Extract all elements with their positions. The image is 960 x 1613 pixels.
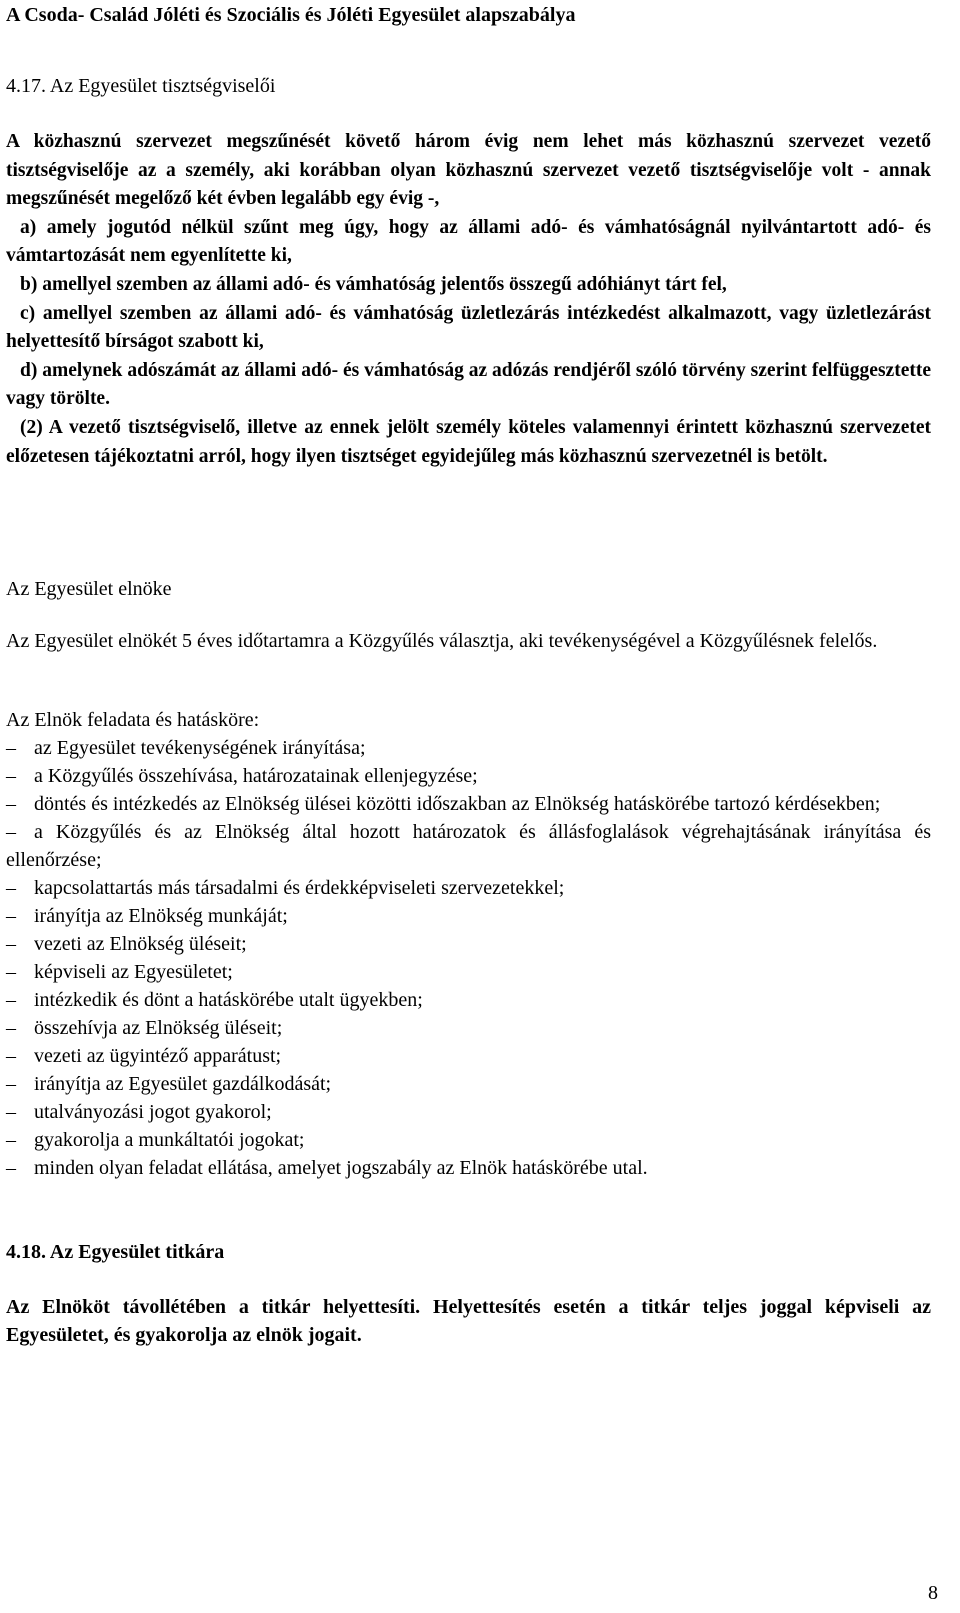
duty-item: – irányítja az Egyesület gazdálkodását; xyxy=(6,1070,931,1098)
duty-item: – a Közgyűlés és az Elnökség által hozott határozatok és állásfoglalások végrehajtásának irányítása és ellenőrzése; xyxy=(6,818,931,874)
section-4-17-title: 4.17. Az Egyesület tisztségviselői xyxy=(6,75,276,97)
duties-heading: Az Elnök feladata és hatásköre: xyxy=(6,709,260,731)
page-number: 8 xyxy=(928,1582,938,1604)
dash-marker: – xyxy=(6,961,16,983)
dash-marker: – xyxy=(6,877,16,899)
president-heading: Az Egyesület elnöke xyxy=(6,578,172,600)
duty-item: – gyakorolja a munkáltatói jogokat; xyxy=(6,1126,931,1154)
duty-item: – irányítja az Elnökség munkáját; xyxy=(6,902,931,930)
duty-item: – kapcsolattartás más társadalmi és érdekképviseleti szervezetekkel; xyxy=(6,874,931,902)
dash-marker: – xyxy=(6,765,16,787)
duty-item: – döntés és intézkedés az Elnökség ülései közötti időszakban az Elnökség hatáskörébe tartozó kérdésekben; xyxy=(6,790,931,818)
dash-marker: – xyxy=(6,1129,16,1151)
dash-marker: – xyxy=(6,1073,16,1095)
dash-marker: – xyxy=(6,1017,16,1039)
duty-item: – vezeti az Elnökség üléseit; xyxy=(6,930,931,958)
rule-b: b) amellyel szemben az állami adó- és vámhatóság jelentős összegű adóhiányt tárt fel, xyxy=(20,273,727,295)
duty-item: – az Egyesület tevékenységének irányítása; xyxy=(6,734,931,762)
section-4-18-title: 4.18. Az Egyesület titkára xyxy=(6,1241,225,1263)
dash-marker: – xyxy=(6,1101,16,1123)
rule-d: d) amelynek adószámát az állami adó- és vámhatóság az adózás rendjéről szóló törvény szerint felfüggesztette vagy törölte. xyxy=(6,359,931,410)
duty-item: – vezeti az ügyintéző apparátust; xyxy=(6,1042,931,1070)
dash-marker: – xyxy=(6,989,16,1011)
president-paragraph: Az Egyesület elnökét 5 éves időtartamra a Közgyűlés választja, aki tevékenységével a Közgyűlésnek felelős. xyxy=(6,630,878,652)
dash-marker: – xyxy=(6,793,16,815)
document-header: A Csoda- Család Jóléti és Szociális és Jóléti Egyesület alapszabálya xyxy=(6,4,576,26)
rule-c: c) amellyel szemben az állami adó- és vámhatóság üzletlezárás intézkedést alkalmazott, vagy üzletlezárást helyettesítő bírságot szabott ki, xyxy=(6,302,931,353)
dash-marker: – xyxy=(6,821,16,843)
disqualification-rules xyxy=(6,128,931,471)
duty-item: – minden olyan feladat ellátása, amelyet jogszabály az Elnök hatáskörébe utal. xyxy=(6,1154,931,1182)
dash-marker: – xyxy=(6,933,16,955)
duty-item: – összehívja az Elnökség üléseit; xyxy=(6,1014,931,1042)
duties-list xyxy=(6,734,931,1182)
duties-section xyxy=(6,706,931,1182)
rule-intro: A közhasznú szervezet megszűnését követő három évig nem lehet más közhasznú szervezet vezető tisztségviselője az a személy, aki korábban olyan közhasznú szervezet vezető tisztségviselője volt - annak megszűnését megelőző két évben legalább egy évig -, xyxy=(6,131,931,210)
rule-a: a) amely jogutód nélkül szűnt meg úgy, hogy az állami adó- és vámhatóságnál nyilvántartott adó- és vámtartozását nem egyenlítette ki, xyxy=(6,216,931,267)
dash-marker: – xyxy=(6,737,16,759)
dash-marker: – xyxy=(6,1045,16,1067)
duty-item: – képviseli az Egyesületet; xyxy=(6,958,931,986)
dash-marker: – xyxy=(6,1157,16,1179)
duty-item: – intézkedik és dönt a hatáskörébe utalt ügyekben; xyxy=(6,986,931,1014)
duty-item: – a Közgyűlés összehívása, határozatainak ellenjegyzése; xyxy=(6,762,931,790)
rule-2: (2) A vezető tisztségviselő, illetve az ennek jelölt személy köteles valamennyi érintett közhasznú szervezetet előzetesen tájékoztatni arról, hogy ilyen tisztséget egyidejűleg más közhasznú szervezetnél is betölt. xyxy=(6,416,931,467)
dash-marker: – xyxy=(6,905,16,927)
secretary-paragraph: Az Elnököt távollétében a titkár helyettesíti. Helyettesítés esetén a titkár teljes joggal képviseli az Egyesületet, és gyakorolja az elnök jogait. xyxy=(6,1296,931,1346)
duty-item: – utalványozási jogot gyakorol; xyxy=(6,1098,931,1126)
